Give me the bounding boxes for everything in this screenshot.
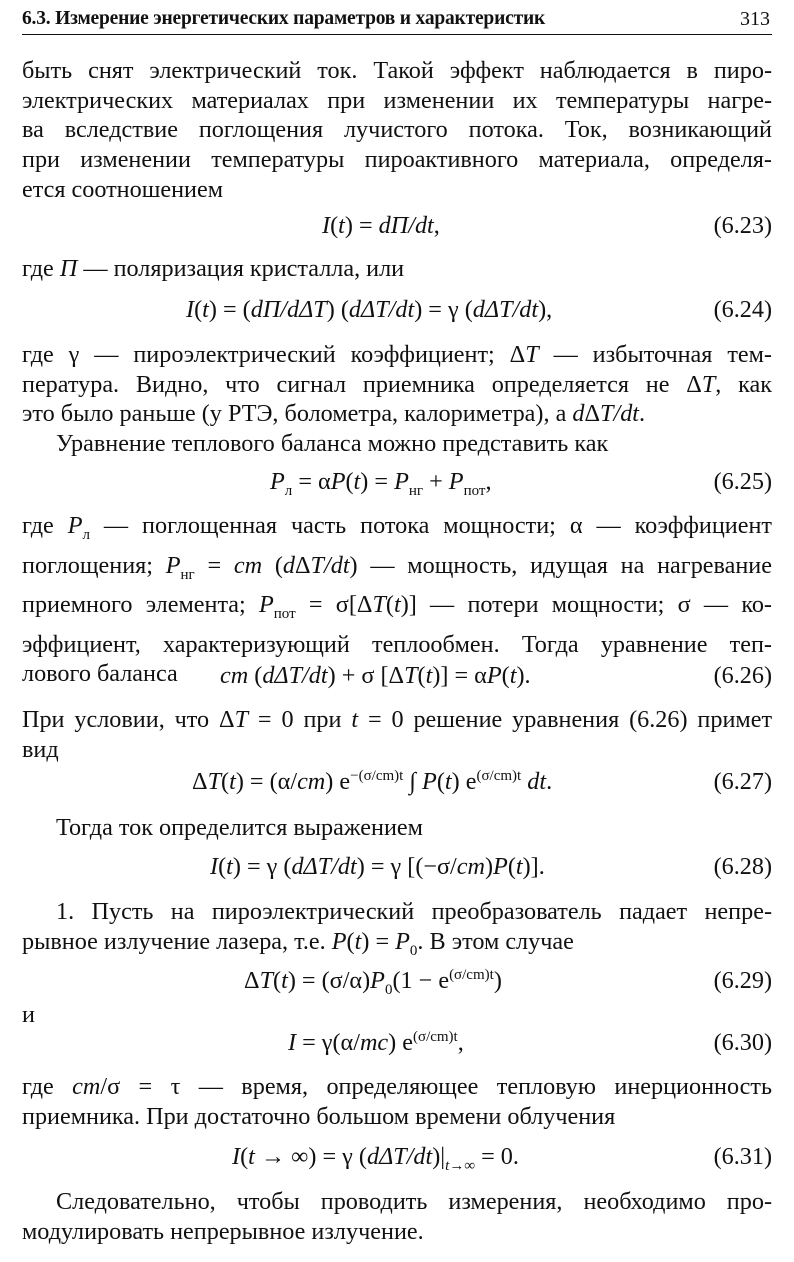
paragraph-9	[22, 1000, 772, 1030]
page-number: 313	[740, 8, 770, 30]
text-line: быть снят электрический ток. Такой эффект наблюдается в пиро-	[22, 57, 772, 84]
paragraph-8	[22, 897, 772, 966]
text-line: приемного элемента; $P_{пот} = \sigma[\Delta T(t)]$ — потери мощности; σ — ко-	[22, 591, 772, 622]
text-line: электрических материалах при изменении их температуры нагре-	[22, 86, 772, 114]
equation-number: (6.27)	[713, 768, 772, 795]
equation-number: (6.24)	[713, 296, 772, 323]
text-line: где cm/σ = τ — время, определяющее тепловую инерционность	[22, 1073, 772, 1100]
equation-6-27	[22, 768, 772, 800]
paragraph-11	[22, 1187, 772, 1246]
equation-number: (6.31)	[713, 1143, 772, 1170]
text-line: Уравнение теплового баланса можно представить как	[56, 430, 609, 457]
equation-formula: $P_л = \alpha P(t) = P_{нг} + P_{пот}$,	[270, 468, 492, 499]
equation-6-29	[22, 967, 772, 999]
paragraph-7	[22, 813, 772, 843]
equation-formula: I(t) = γ (dΔT/dt) = γ [(−σ/cm)P(t)].	[210, 853, 545, 880]
equation-formula: I = γ(α/mc) $e^{(\sigma/cm)t}$,	[288, 1029, 464, 1057]
text-line: и	[22, 1001, 35, 1028]
paragraph-2	[22, 254, 772, 284]
text-line: ется соотношением	[22, 175, 224, 203]
equation-6-23	[22, 212, 772, 244]
text-line: Следовательно, чтобы проводить измерения, необходимо про-	[56, 1188, 772, 1215]
text-line: При условии, что ΔT = 0 при t = 0 решение уравнения (6.26) примет	[22, 706, 773, 733]
text-line: вид	[22, 735, 59, 763]
text-line: где γ — пироэлектрический коэффициент; ΔT — избыточная тем-	[22, 341, 772, 368]
equation-6-24	[22, 296, 772, 328]
equation-number: (6.23)	[713, 212, 772, 239]
equation-formula: I(t) = dΠ/dt,	[322, 212, 440, 239]
text-line: 1. Пусть на пироэлектрический преобразователь падает непре-	[56, 898, 772, 925]
paragraph-1	[22, 56, 772, 205]
text-line: где Π — поляризация кристалла, или	[22, 255, 405, 282]
text-line: лового баланса	[22, 660, 178, 688]
section-title: 6.3. Измерение энергетических параметров и характеристик	[22, 8, 546, 29]
equation-formula: I(t) = (dΠ/dΔT) (dΔT/dt) = γ (dΔT/dt),	[186, 296, 553, 323]
text-line: приемника. При достаточно большом времени облучения	[22, 1102, 616, 1130]
equation-number: (6.28)	[713, 853, 772, 880]
equation-6-25	[22, 468, 772, 500]
text-line: модулировать непрерывное излучение.	[22, 1217, 424, 1245]
equation-number: (6.25)	[713, 468, 772, 495]
equation-6-31	[22, 1143, 772, 1175]
text-line: Тогда ток определится выражением	[56, 814, 423, 841]
equation-formula: $\Delta T(t) = (\sigma/\alpha)P_0(1 - e^{(\sigma/cm)t})$	[244, 967, 502, 998]
text-line: эффициент, характеризующий теплообмен. Тогда уравнение теп-	[22, 630, 772, 658]
text-line: это было раньше (у РТЭ, болометра, калориметра), а dΔT/dt.	[22, 400, 646, 428]
text-line: ва вследствие поглощения лучистого потока. Ток, возникающий	[22, 116, 772, 144]
equation-number: (6.26)	[713, 662, 772, 689]
equation-formula: I(t → ∞) = γ $(d\Delta T/dt)|_{t\to\infty} = 0$.	[232, 1143, 519, 1174]
equation-6-30	[22, 1029, 772, 1061]
text-line: поглощения; $P_{нг}$ = cm (dΔT/dt) — мощность, идущая на нагревание	[22, 551, 772, 583]
equation-6-28	[22, 853, 772, 885]
equation-number: (6.29)	[713, 967, 772, 994]
paragraph-3	[22, 340, 772, 429]
equation-formula: ΔT(t) = (α/cm) $e^{-(\sigma/cm)t}$ ∫ P(t) $e^{(\sigma/cm)t}$ dt.	[192, 768, 553, 796]
text-line: пература. Видно, что сигнал приемника определяется не ΔT, как	[22, 370, 772, 398]
equation-formula: cm (dΔT/dt) + σ [ΔT(t)] = αP(t).	[220, 662, 531, 689]
running-header	[22, 4, 772, 35]
paragraph-4	[22, 429, 772, 459]
equation-number: (6.30)	[713, 1029, 772, 1056]
text-line: где $P_л$ — поглощенная часть потока мощности; α — коэффициент	[22, 512, 772, 543]
text-line: при изменении температуры пироактивного материала, определя-	[22, 146, 772, 174]
paragraph-6	[22, 705, 772, 764]
text-line: рывное излучение лазера, т.е. $P(t) = P_0$. В этом случае	[22, 927, 574, 959]
paragraph-10	[22, 1072, 772, 1131]
equation-6-26	[22, 662, 772, 694]
